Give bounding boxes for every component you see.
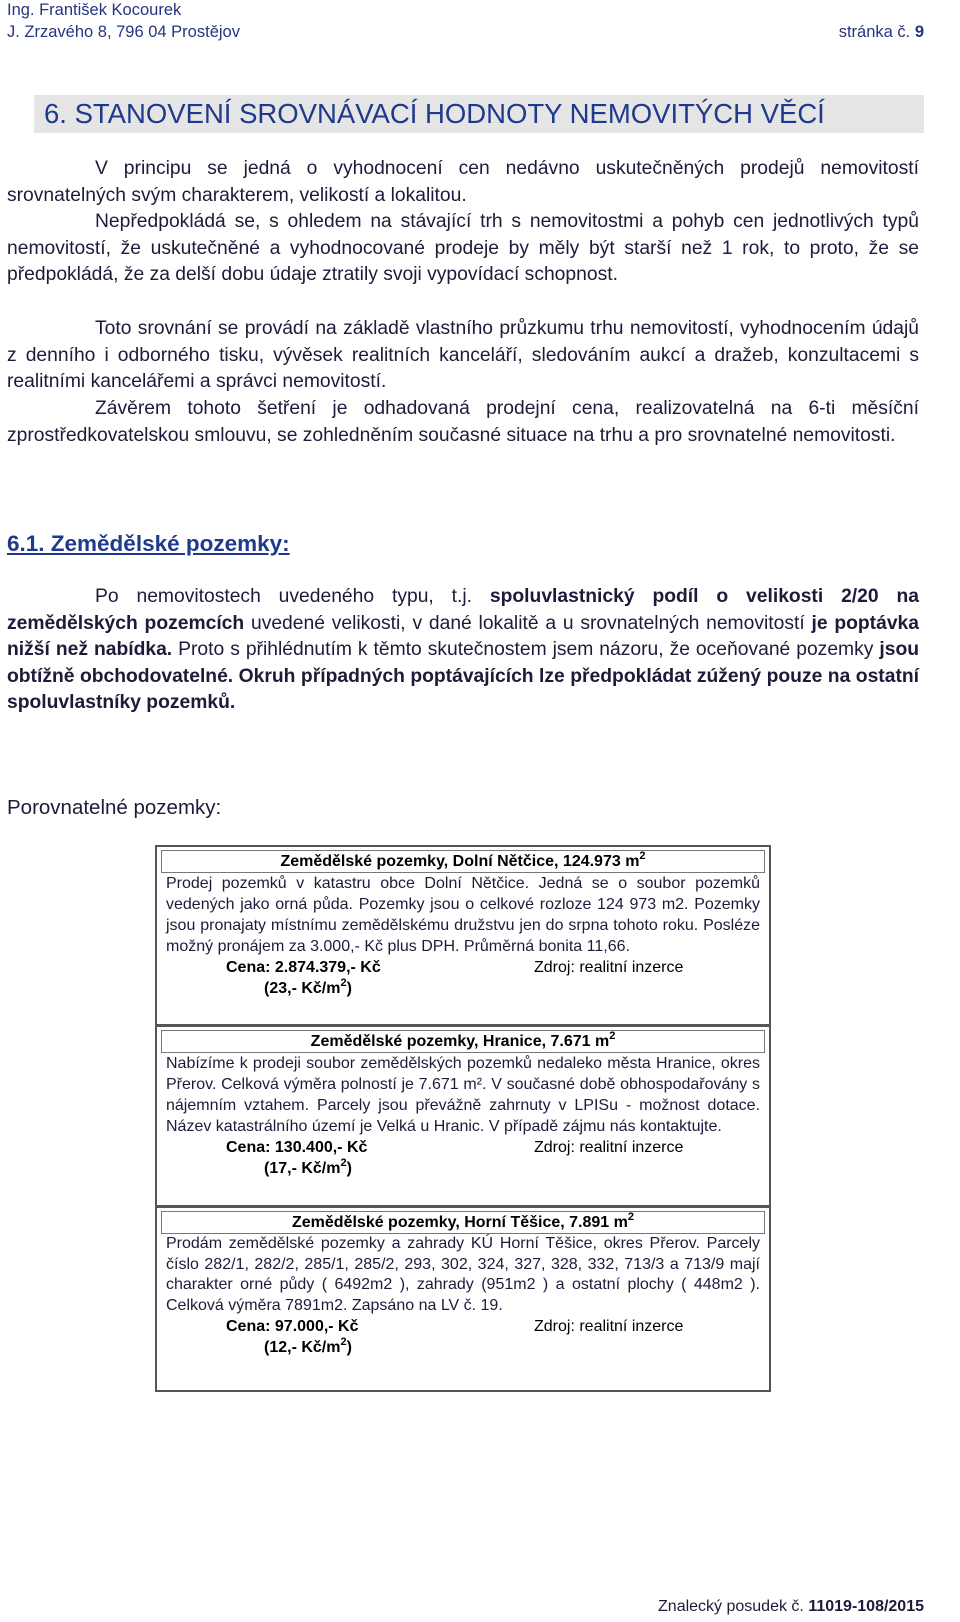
comparable-source: Zdroj: realitní inzerce xyxy=(534,1139,684,1156)
comparable-unit-price: (23,- $Kč/m^2$) xyxy=(264,977,352,997)
subsection-heading: 6.1. Zemědělské pozemky: xyxy=(7,531,290,556)
comparable-price-row xyxy=(166,1137,760,1181)
page-indicator xyxy=(839,22,924,42)
comparable-unit-price: (17,- $Kč/m^2$) xyxy=(264,1157,352,1177)
land-bold-2: je poptávka nižší než nabídka. xyxy=(7,612,919,661)
comparable-source: Zdroj: realitní inzerce xyxy=(534,1318,684,1336)
paragraph-principle xyxy=(7,156,919,209)
paragraph-method-text: Toto srovnání se provádí na základě vlastního průzkumu trhu nemovitostí, vyhodnocením údajů z denního i odborného tisku, vývěsek realitních kanceláří, sledováním aukcí a dražeb, konzultacemi s realitními kancelářemi a správci nemovitostí. xyxy=(7,318,919,393)
paragraph-assumption xyxy=(7,209,919,289)
comparable-description: Prodám zemědělské pozemky a zahrady KÚ Horní Těšice, okres Přerov. Parcely číslo 282/1, 282/2, 285/1, 285/2, 293, 302, 324, 327, 328, 332, 713/3 a 713/9 mají charakter orné půdy ( 6492m2 ), zahrady (951m2 ) a ostatní plochy ( 448m2 ). Celková výměra 7891m2. Zapsáno na LV č. 19. xyxy=(166,1235,760,1314)
footer-label: Znalecký posudek č. xyxy=(658,1598,804,1615)
comparable-title: Zemědělské pozemky, Horní Těšice, 7.891 $m^2$ xyxy=(161,1211,765,1234)
comparables-heading: Porovnatelné pozemky: xyxy=(7,796,222,819)
comparable-card xyxy=(155,845,771,1026)
land-text-3: Proto s přihlédnutím k těmto skutečnostem jsem názoru, že oceňované pozemky xyxy=(172,639,880,661)
comparable-source: Zdroj: realitní inzerce xyxy=(534,959,684,976)
paragraph-conclusion-text: Závěrem tohoto šetření je odhadovaná prodejní cena, realizovatelná na 6-ti měsíční zprostředkovatelskou smlouvu, se zohledněním současné situace na trhu a pro srovnatelné nemovitosti. xyxy=(7,398,919,446)
paragraph-assumption-text: Nepředpokládá se, s ohledem na stávající trh s nemovitostmi a pohyb cen jednotlivých typů nemovitostí, že uskutečněné a vyhodnocované prodeje by měly být starší než 1 rok, to proto, že se předpokládá, že za delší dobu údaje ztratily svoji vypovídací schopnost. xyxy=(7,211,919,286)
comparable-card xyxy=(155,1206,771,1392)
paragraph-principle-text: V principu se jedná o vyhodnocení cen nedávno uskutečněných prodejů nemovitostí srovnatelných svým charakterem, velikostí a lokalitou. xyxy=(7,158,919,206)
comparable-description: Prodej pozemků v katastru obce Dolní Nětčice. Jedná se o soubor pozemků vedených jako orná půda. Pozemky jsou o celkové rozloze 124 973 m2. Pozemky jsou pronajaty místnímu zemědělskému družstvu jen do srpna tohoto roku. Posléze možný pronájem za 3.000,- Kč plus DPH. Průměrná bonita 11,66. xyxy=(166,875,760,955)
section-title: 6. STANOVENÍ SROVNÁVACÍ HODNOTY NEMOVITÝCH VĚCÍ xyxy=(44,98,825,129)
comparable-price-row xyxy=(166,957,760,1001)
comparable-price: Cena: 130.400,- Kč xyxy=(226,1139,368,1156)
footer-number: 11019-108/2015 xyxy=(808,1598,924,1615)
comparable-card xyxy=(155,1025,771,1207)
paragraph-agricultural-land xyxy=(7,584,919,717)
author-name: Ing. František Kocourek xyxy=(7,1,182,19)
section-title-bar xyxy=(34,95,924,133)
comparable-price: Cena: 97.000,- Kč xyxy=(226,1318,359,1336)
comparable-title: Zemědělské pozemky, Dolní Nětčice, 124.973 $m^2$ xyxy=(161,850,765,873)
land-text-1: Po nemovitostech uvedeného typu, t.j. xyxy=(95,586,490,607)
page-number: 9 xyxy=(914,23,924,41)
author-address: J. Zrzavého 8, 796 04 Prostějov xyxy=(7,23,240,41)
land-bold-3: jsou obtížně obchodovatelné. Okruh případných poptávajících lze předpokládat zúžený pouze na ostatní spoluvlastníky pozemků. xyxy=(7,639,920,714)
land-text-2: uvedené velikosti, v dané lokalitě a u srovnatelných nemovitostí xyxy=(244,612,812,634)
comparable-price-row xyxy=(166,1316,760,1360)
comparable-price: Cena: 2.874.379,- Kč xyxy=(226,959,381,976)
comparable-unit-price: (12,- $Kč/m^2$) xyxy=(264,1336,352,1357)
paragraph-conclusion xyxy=(7,396,919,449)
paragraph-method xyxy=(7,316,919,396)
land-bold-1: spoluvlastnický podíl o velikosti 2/20 na zemědělských pozemcích xyxy=(7,586,919,634)
comparable-description: Nabízíme k prodeji soubor zemědělských pozemků nedaleko města Hranice, okres Přerov. Celková výměra polností je 7.671 m². V současné době obhospodařovány s nájemním vztahem. Parcely jsou převážně zahrnuty v LPISu - možnost dotace. Název katastrálního území je Velká u Hranic. V případě zájmu nás kontaktujte. xyxy=(166,1055,760,1135)
comparable-title: Zemědělské pozemky, Hranice, 7.671 $m^2$ xyxy=(161,1030,765,1053)
page-label: stránka č. xyxy=(838,23,911,41)
report-footer xyxy=(658,1597,924,1617)
